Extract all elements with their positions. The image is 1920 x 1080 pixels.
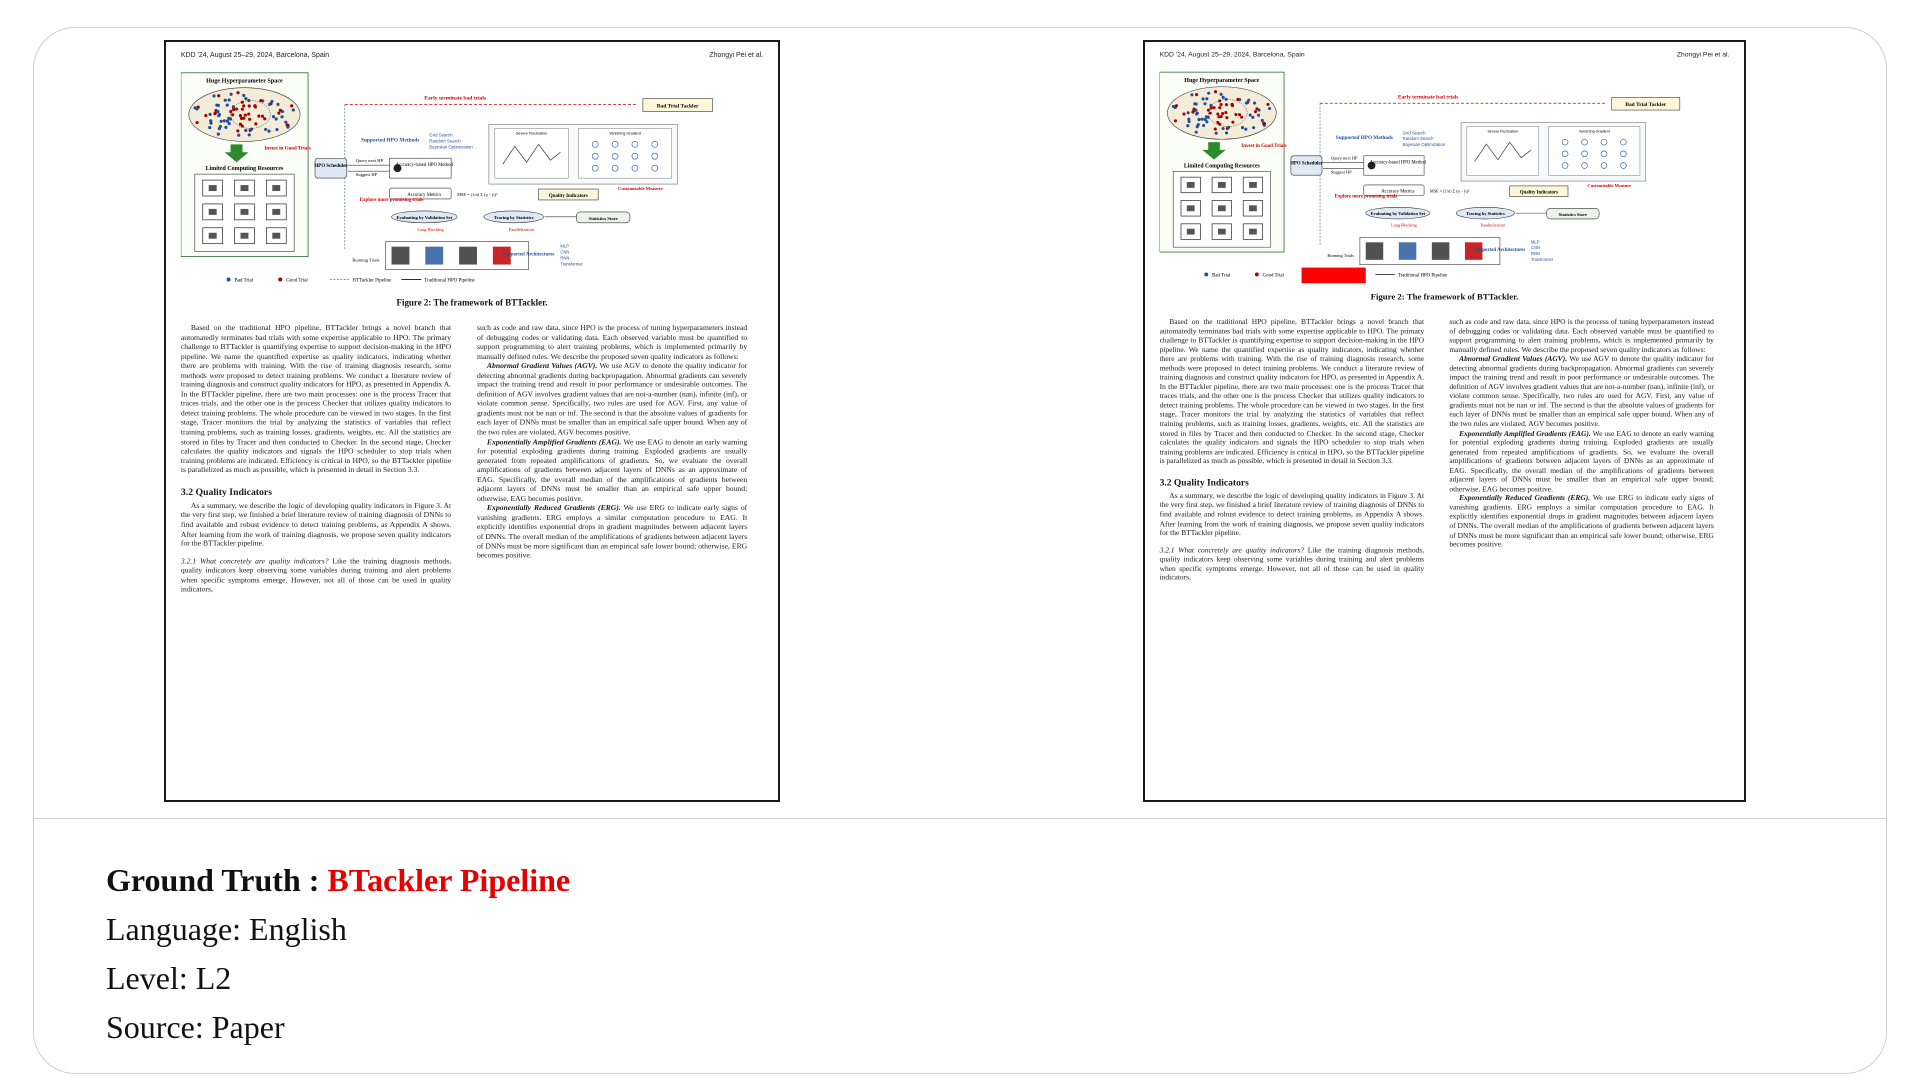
label-limited: Limited Computing Resources (1183, 163, 1260, 170)
legend-traditional: Traditional HPO Pipeline (424, 278, 475, 284)
para-concrete: Like the training diagnosis methods, quality indicators keep observing some variables during training and alert problems when specific symptoms emerge. However, not all of those can be used in quality indicators, (180, 556, 452, 594)
original-page (164, 40, 780, 802)
left-column (181, 323, 451, 594)
legend-bttackler: BTTackler Pipeline (352, 278, 392, 284)
label-vanishing: Vanishing Gradient (609, 131, 641, 136)
framework-figure (181, 67, 763, 350)
eag-title: Exponentially Amplified Gradients (EAG). (486, 436, 622, 446)
label-running-trials: Running Trials (1327, 252, 1355, 258)
label-grid-search: Grid Search (429, 132, 453, 138)
label-rnn: RNN (560, 255, 570, 261)
eag-text: We use EAG to denote an early warning for potential exploding gradients during training. Exploded gradients are usually generated from repeated amplifications of gradients. So, we evaluate the overall amplifications of gradients between adjacent layers of DNNs as an approximate of EAG. Specifically, the overall median of the amplifications of gradients between adjacent layers of DNNs must be smaller than an empirical safe upper bound; otherwise, EAG becomes positive. (1449, 428, 1714, 494)
subsection-heading: 3.2.1 What concretely are quality indicators? (1159, 545, 1305, 555)
card-divider (33, 818, 1887, 819)
label-space: Huge Hyperparameter Space (1184, 77, 1260, 84)
label-cnn: CNN (560, 249, 570, 255)
label-query-next: Query next HP (355, 158, 384, 164)
label-vanishing: Vanishing Gradient (1578, 129, 1610, 134)
label-hpo-scheduler: HPO Scheduler (1290, 161, 1323, 167)
label-supported-hpo: Supported HPO Methods (1335, 135, 1393, 142)
para-summary: As a summary, we describe the logic of developing quality indicators in Figure 3. At the very first step, we finished a brief literature review of training diagnosis of DNNs to find available and robust evidence to detect training problems, as Appendix A shows. After learning from the work of training diagnosis, we propose seven quality indicators for the BTTackler pipeline. (180, 500, 452, 548)
label-customizable: Customizable Measure (1587, 182, 1632, 188)
label-bayesian: Bayesian Optimization (429, 144, 473, 150)
label-supported-arch: Supported Architectures (502, 252, 555, 258)
label-supported-arch: Supported Architectures (1474, 248, 1526, 254)
label-suggest: Suggest HP (1330, 169, 1352, 175)
label-transformer: Transformer (560, 261, 583, 267)
erg-text: We use ERG to indicate early signs of vanishing gradients. ERG employs a similar computation procedure to EAG. It explicitly identifies exponential drops in gradient magnitudes between adjacent layers of DNNs. The overall median of the amplifications of gradients between adjacent layers of DNNs must be more significant than an empirical safe lower bound; otherwise, ERG becomes positive. (476, 503, 748, 560)
header-authors: Zhongyi Pei et al. (709, 51, 764, 59)
level-line: Level: L2 (106, 960, 232, 996)
agv-text: We use AGV to denote the quality indicator for detecting abnormal gradients during backpropagation. Abnormal gradients can severely impact the training trend and result in poor performance or undesirable outcomes. The definition of AGV involves gradient values that are not-a-number (nan), infinite (inf), or violate common sense. Specifically, two rules are used for AGV. First, any value of gradients must not be nan or inf. The second is that the absolute values of gradients for each layer of DNNs must be smaller than an empirical safe upper bound. When any of the two rules are violated, AGV becomes positive. (1449, 354, 1714, 429)
label-transformer: Transformer (1531, 256, 1554, 262)
label-mlp: MLP (1531, 239, 1540, 245)
chip-grid (1181, 177, 1263, 239)
ground-truth-label: Ground Truth : (106, 862, 328, 898)
label-evaluating: Evaluating by Validation Set (1370, 211, 1426, 217)
label-long-blocking: Long Blocking (417, 226, 444, 232)
section-heading: 3.2 Quality Indicators (1159, 477, 1249, 489)
label-quality-indicators: Quality Indicators (1519, 190, 1558, 196)
page-inner (1145, 42, 1744, 783)
label-severe: Severe Fluctuation (515, 131, 548, 136)
legend-good: Good Trial (286, 278, 308, 284)
label-accuracy-hpo: Accuracy-based HPO Method (395, 163, 453, 169)
erg-title: Exponentially Reduced Gradients (ERG). (486, 503, 621, 513)
label-long-blocking: Long Blocking (1391, 222, 1417, 228)
legend-good: Good Trial (1262, 273, 1284, 279)
label-random-search: Random Search (429, 138, 461, 144)
label-stats-store: Statistics Store (1558, 212, 1588, 218)
label-explore: Explore more promising trials (1334, 194, 1398, 200)
label-suggest: Suggest HP (355, 172, 378, 178)
para-continue: such as code and raw data, since HPO is the process of tuning hyperparameters instead of debugging codes or validating data. Each observed variable must be quantified to support programming to alert training problems, which is implemented primarily by manually defined rules. We describe the proposed seven quality indicators as follows: (476, 323, 748, 361)
label-bad-tackler: Bad Trial Tackler (656, 103, 699, 110)
label-limited: Limited Computing Resources (205, 166, 284, 173)
erg-text: We use ERG to indicate early signs of vanishing gradients. ERG employs a similar computation procedure to EAG. It explicitly identifies exponential drops in gradient magnitudes between adjacent layers of DNNs. The overall median of the amplifications of gradients between adjacent layers of DNNs must be more significant than an empirical safe lower bound; otherwise, ERG becomes positive. (1449, 493, 1714, 549)
para-continue: such as code and raw data, since HPO is the process of tuning hyperparameters instead of debugging codes or validating data. Each observed variable must be quantified to support programming to alert training problems, which is implemented primarily by manually defined rules. We describe the proposed seven quality indicators as follows: (1449, 317, 1714, 354)
label-bad-tackler: Bad Trial Tackler (1625, 102, 1667, 109)
label-invest: Invest in Good Trials (1241, 143, 1287, 150)
label-bayesian: Bayesian Optimization (1402, 142, 1446, 148)
label-customizable: Customizable Measure (618, 186, 663, 192)
label-parallelization: Parallelization (508, 226, 534, 232)
label-evaluating: Evaluating by Validation Set (396, 214, 453, 220)
answer-block (106, 856, 570, 1052)
label-mse: MSE = (1/n) Σ (yᵢ - ŷᵢ)² (1429, 188, 1470, 194)
eag-title: Exponentially Amplified Gradients (EAG). (1459, 428, 1591, 438)
label-accuracy-hpo: Accuracy-based HPO Method (1369, 160, 1426, 166)
label-rnn: RNN (1531, 250, 1540, 256)
label-early-terminate: Early terminate bad trials (424, 95, 487, 102)
masked-page (1143, 40, 1746, 802)
label-stats-store: Statistics Store (588, 215, 618, 221)
eag-text: We use EAG to denote an early warning for potential exploding gradients during training. Exploded gradients are usually generated from repeated amplifications of gradients. So, we evaluate the overall amplifications of gradients between adjacent layers of DNNs as an approximate of EAG. Specifically, the overall median of the amplifications of gradients between adjacent layers of DNNs must be smaller than an empirical safe upper bound; otherwise, EAG becomes positive. (476, 436, 748, 503)
label-early-terminate: Early terminate bad trials (1397, 94, 1459, 101)
label-grid-search: Grid Search (1402, 130, 1426, 136)
label-hpo-scheduler: HPO Scheduler (314, 164, 348, 170)
label-query-next: Query next HP (1330, 155, 1358, 161)
label-quality-indicators: Quality Indicators (548, 193, 588, 199)
label-mse: MSE = (1/n) Σ (yᵢ - ŷᵢ)² (457, 191, 498, 197)
label-mlp: MLP (560, 243, 569, 249)
right-column (1449, 317, 1713, 549)
header-venue: KDD '24, August 25–29, 2024, Barcelona, Spain (180, 51, 330, 59)
agv-title: Abnormal Gradient Values (AGV). (1459, 354, 1568, 364)
label-tracing: Tracing by Statistics (493, 214, 534, 220)
page-inner (166, 42, 778, 799)
label-accuracy-metrics: Accuracy Metrics (1381, 189, 1415, 195)
para-intro: Based on the traditional HPO pipeline, BTTackler brings a novel branch that automatedly terminates bad trials with some expertise applicable to HPO. The primary challenge to BTTackler is quantifying expertise to support decision-making in the HPO pipeline. We name the quantified expertise as quality indicators, indicating whether there are problems with training. With the rise of training diagnosis research, some methods were proposed to detect training problems. We conduct a literature review of training diagnosis and construct quality indicators for HPO, as presented in Appendix A. In the BTTackler pipeline, there are two main processes: one is the process Tracer that traces trials, and the other one is the process Checker that utilizes quality indicators to detect training problems. The whole procedure can be viewed in two stages. In the first stage, Tracer monitors the trial by analyzing the statistics of variables that reflect training problems, such as training losses, gradients, weights, etc. All the statistics are stored in files by Tracer and then conducted to Checker. In the second stage, Checker calculates the quality indicators and signals the HPO scheduler to stop trials when training problems are indicated. Efficiency is critical in HPO, so the BTTackler pipeline is parallelized as much as possible, which is presented in detail in Section 3.3. (180, 323, 452, 475)
chip-grid (203, 180, 286, 244)
legend-bad: Bad Trial (234, 278, 254, 284)
agv-title: Abnormal Gradient Values (AGV). (486, 361, 598, 371)
label-invest: Invest in Good Trials (264, 145, 311, 152)
label-severe: Severe Fluctuation (1487, 129, 1519, 134)
label-supported-hpo: Supported HPO Methods (360, 137, 420, 144)
left-column (1160, 317, 1424, 582)
header-authors: Zhongyi Pei et al. (1676, 51, 1730, 59)
agv-text: We use AGV to denote the quality indicator for detecting abnormal gradients during backpropagation. Abnormal gradients can severely impact the training trend and result in poor performance or undesirable outcomes. The definition of AGV involves gradient values that are not-a-number (nan), infinite (inf), or violate common sense. Specifically, two rules are used for AGV. First, any value of gradients must not be nan or inf. The second is that the absolute values of gradients for each layer of DNNs must be smaller than an empirical safe upper bound. When any of the two rules are violated, AGV becomes positive. (476, 361, 748, 437)
language-line: Language: English (106, 911, 347, 947)
label-space: Huge Hyperparameter Space (206, 78, 283, 85)
figure-caption: Figure 2: The framework of BTTackler. (396, 297, 548, 308)
header-venue: KDD '24, August 25–29, 2024, Barcelona, Spain (1159, 51, 1305, 59)
ground-truth-value: BTackler Pipeline (327, 862, 571, 898)
section-heading: 3.2 Quality Indicators (180, 486, 273, 498)
legend-traditional: Traditional HPO Pipeline (1397, 273, 1448, 279)
label-running-trials: Running Trials (352, 257, 380, 263)
figure-caption: Figure 2: The framework of BTTackler. (1370, 291, 1519, 302)
source-line: Source: Paper (106, 1009, 285, 1045)
framework-figure (1160, 66, 1730, 343)
para-summary: As a summary, we describe the logic of developing quality indicators in Figure 3. At the very first step, we finished a brief literature review of training diagnosis of DNNs to find available and robust evidence to detect training problems, as Appendix A shows. After learning from the work of training diagnosis, we propose seven quality indicators for the BTTackler pipeline. (1159, 491, 1425, 538)
label-random-search: Random Search (1402, 136, 1434, 142)
erg-title: Exponentially Reduced Gradients (ERG). (1459, 493, 1591, 503)
right-column (477, 323, 747, 560)
label-tracing: Tracing by Statistics (1465, 211, 1505, 217)
label-parallelization: Parallelization (1480, 222, 1506, 228)
label-accuracy-metrics: Accuracy Metrics (407, 192, 442, 198)
subsection-heading: 3.2.1 What concretely are quality indicators? (180, 556, 329, 566)
para-intro: Based on the traditional HPO pipeline, BTTackler brings a novel branch that automatedly terminates bad trials with some expertise applicable to HPO. The primary challenge to BTTackler is quantifying expertise to support decision-making in the HPO pipeline. We name the quantified expertise as quality indicators, indicating whether there are problems with training. With the rise of training diagnosis research, some methods were proposed to detect training problems. We conduct a literature review of training diagnosis and construct quality indicators for HPO, as presented in Appendix A. In the BTTackler pipeline, there are two main processes: one is the process Tracer that traces trials, and the other one is the process Checker that utilizes quality indicators to detect training problems. The whole procedure can be viewed in two stages. In the first stage, Tracer monitors the trial by analyzing the statistics of variables that reflect training problems, such as training losses, gradients, weights, etc. All the statistics are stored in files by Tracer and then conducted to Checker. In the second stage, Checker calculates the quality indicators and signals the HPO scheduler to stop trials when training problems are indicated. Efficiency is critical in HPO, so the BTTackler pipeline is parallelized as much as possible, which is presented in detail in Section 3.3. (1159, 317, 1425, 466)
para-concrete: Like the training diagnosis methods, quality indicators keep observing some variables during training and alert problems when specific symptoms emerge. However, not all of those can be used in quality indicators, (1159, 545, 1425, 582)
legend-bad: Bad Trial (1212, 273, 1231, 279)
label-explore: Explore more promising trials (359, 197, 424, 203)
label-cnn: CNN (1531, 245, 1540, 251)
